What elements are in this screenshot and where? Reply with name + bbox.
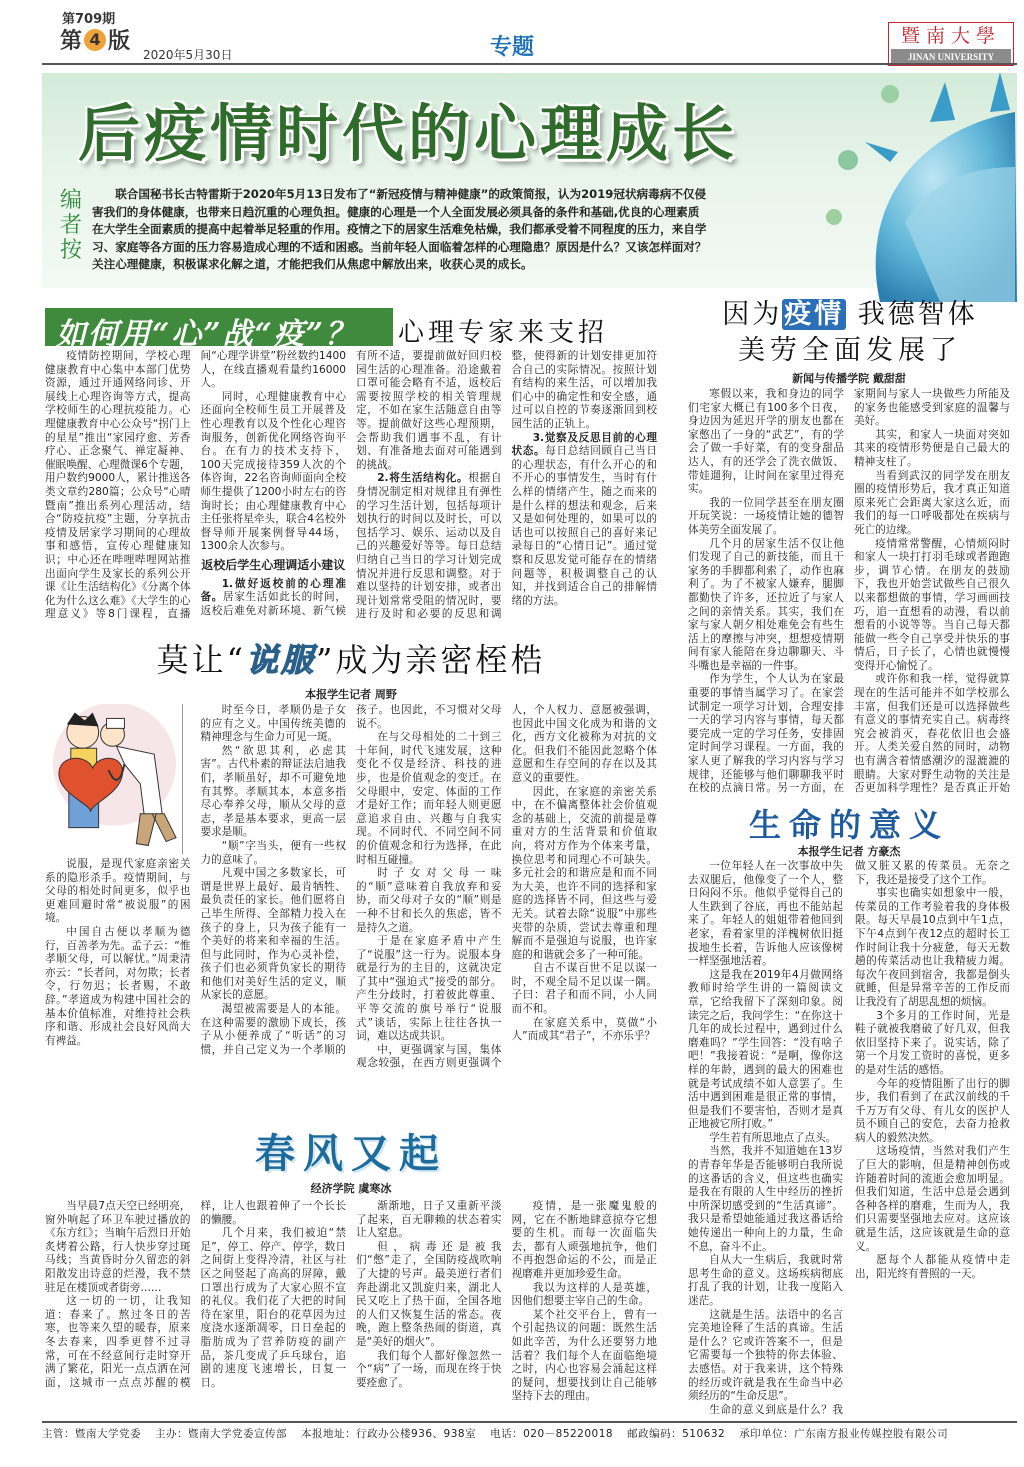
paragraph [688,1309,843,1404]
article4-headline-highlight: 疫情 [784,299,845,330]
publish-date: 2020年5月30日 [143,48,233,62]
paragraph-text: 然“欲思其利，必虑其害”。古代朴素的辩证法启迪我们，孝顺虽好，却不可避免地有其弊。孝顺其本，本意多指尽心奉养父母，顺从父母的意志，孝是基本要求，更高一层要求是顺。 [200,744,346,839]
paragraph-text: 或许你和我一样，觉得就算现在的生活可能并不如学校那么丰富，但我们还是可以选择做些有意义的事情充实自己。病毒终究会被消灭，春花依旧也会盛开。人类关爱自然的同时，动物也有满含着情感潮汐的湿漉漉的眼睛。大家对野生动物的关注是否更加科学理性？是否真正开始 [854,673,1010,795]
paragraph [688,388,844,497]
subheading [201,559,347,573]
footer-supervisor: 主管：暨南大学党委 [42,1428,141,1440]
paragraph [688,1404,843,1415]
paragraph-text: 寒假以来，我和身边的同学们宅家大概已有100多个日夜，身边因为延迟开学的朋友也都在家憋出了一身的“武艺”，有的学会了做一手好菜，有的变身甜品达人，有的还学会了洗衣做饭、带娃遛狗，让时间在家里过得充实。 [688,388,844,496]
paragraph [512,1017,658,1044]
paragraph [512,432,658,609]
footer-divider [42,1421,1017,1423]
paragraph-text: 中国自古便以孝顺为德行，百善孝为先。孟子云：“惟孝顺父母，可以解忧。”周秉清亦云：“长者问，对勿欺；长者令，行勿迟；长者赐，不敢辞。”孝道成为构建中国社会的基本价值标准，对维持社会秩序和谐、形成社会良好风尚大有裨益。 [45,925,191,1047]
paragraph [688,497,844,538]
article1-headline-highlight: 如何用“心”战“疫”？ [56,317,358,352]
paragraph [855,1010,1010,1078]
issue-number: 第709期 [62,12,116,27]
paragraph [356,1200,502,1241]
edition-suffix: 版 [108,29,131,54]
edition-label [60,24,130,55]
paragraph-text: 说服，是现代家庭亲密关系的隐形杀手。疫情期间，与父母的相处时间更多，似乎也更难回避时常“被说服”的困境。 [45,858,191,925]
article2-headline-b: ”成为亲密桎梏 [316,641,546,679]
paragraph-text: 于是在家庭矛盾中产生了“说服”这一行为。说服本身就是行为的主目的，这就决定了其中“强迫式”接受的部分。产生分歧时，打着彼此尊重、平等交流的旗号举行“说服式”谈话，实际上往往各执一词，难以达成共识。 [356,935,502,1043]
footer-phone: 电话：020－85220018 [490,1428,614,1440]
paragraph-text: 疫情，是一张魔鬼般的网，它在不断地肆意掠夺它想要的生机。而每一次面临失去，都有人顽强地抗争，他们不再抱怨命运的不公，而是正视磨难并更加珍爱生命。 [511,1200,657,1280]
paragraph [45,858,191,926]
paragraph-text: 时子女对父母一味的“顺”意味着自我放弃和妥协，而父母对子女的“顺”则是一种不甘和长久的焦虑，皆不是持久之道。 [356,867,502,934]
article3-byline: 经济学院 虞寒冰 [310,1182,392,1195]
paragraph-lead: 2.将生活结构化。 [377,472,469,485]
paragraph [201,704,347,745]
paragraph [855,1145,1010,1254]
paragraph-text: 其实，和家人一块面对突如其来的疫情形势便是自己最大的精神支柱了。 [854,428,1010,468]
paragraph-text: 这一切的一切，让我知道：春来了。熬过冬日的苦寒，也等来久望的暖春，原来冬去春来，四季更替不过寻常，可在不经意间行走时穿开满了繁花，阳光一点点洒在河面，这城市一点点苏醒的模样，让人也跟着伸了一个长长的懒腰。 [45,1200,346,1389]
editor-note-label: 编者按 [59,188,82,263]
paragraph-text: 疫情防控期间，学校心理健康教育中心集中本部门优势资源，通过开通网络问诊、开展线上心理咨询等方式，提高学校师生的心理抗疫能力。心理健康教育中心公众号“拐门上的星星”推出“家园疗愈、芳香疗心、正念聚气、禅定凝神、催眠唤醒、心理微课6个专题，用户数约9000人，累计推送各类文章约280篇；公众号“心晴暨南”推出系列心理活动，结合“防疫抗疫”主题，分享抗击疫情及居家学习期间的心理故事和感悟，宣传心理健康知识；中心还在哔哩哔哩网站推出面向学生及家长的系列公开课《让生活结构化》《分离个体化为什么这么难》《大学生的心理意义》等8门课程，直播间“心理学讲堂”粉丝数约1400人，在线直播观看量约16000人。 [45,350,346,621]
editor-note-text: 联合国秘书长古特雷斯于2020年5月13日发布了“新冠疫情与精神健康”的政策简报，认为2019冠状病毒病不仅侵害我们的身体健康，也带来日趋沉重的心理负担。健康的心理是一个人全面发展必须具备的条件和基础,优良的心理素质在大学生全面素质的提高中起着举足轻重的作用。疫情之下的居家生活难免枯燥，我们都承受着不同程度的压力，来自学习、家庭等各方面的压力容易造成心理的不适和困惑。当前年轻人面临着怎样的心理隐患？原因是什么？又该怎样面对？关注心理健康，积极谋求化解之道，才能把我们从焦虑中解放出来，收获心灵的成长。 [92,187,707,271]
edition-number-badge: 4 [84,29,106,51]
paragraph-text: 事实也确实如想象中一般，传菜员的工作考验着我的身体极限。每天早晨10点到中午1点，下午4点到午夜12点的超时长工作时间让我十分疲惫，每天无数趟的传菜活动也让我精疲力竭。每次午夜回到宿舍，我都是倒头就睡，但是异常辛苦的工作反而让我没有了胡思乱想的烦恼。 [855,887,1010,1008]
article5-headline: 生命的意义 [748,806,949,844]
paragraph-text: 3个多月的工作时间，光是鞋子就被我磨破了好几双，但我依旧坚持下来了。说实话，除了第一个月发工资时的喜悦，更多的是对生活的感悟。 [855,1009,1010,1076]
article4-body [688,388,1010,798]
paragraph-text: 学生若有所思地点了点头。 [709,1131,837,1144]
paragraph-text: 渐渐地，日子又重新平淡了起来，百无聊赖的状态着实让人窒息。 [356,1200,502,1240]
article4-headline-b: 我德智体 [846,299,978,330]
university-logo [888,22,1014,66]
logo-chinese: 暨南大學 [900,25,1001,47]
umbrella-illustration [820,72,1020,302]
paragraph-text: 我们每个人都好像忽然一个“病”了一场，而现在终于快要痊愈了。 [356,1349,502,1389]
article4-byline: 新闻与传播学院 戴甜甜 [792,372,906,385]
paragraph-text: 疫情常常警醒，心情烦闷时和家人一块打打羽毛球或者跑跑步，调节心情。在朋友的鼓励下，我也开始尝试做些自己很久以来都想做的事情，学习画画技巧，追一直想看的动漫，看以前想看的小说等等。当自己每天都能做一些令自己享受并快乐的事情后，日子长了，心情也就慢慢变得开心愉悦了。 [854,537,1010,672]
paragraph-text: 时至今日，孝顺仍是子女的应有之义。中国传统美德的精神理念与生命力可见一斑。 [200,704,346,744]
paragraph [512,1282,658,1309]
paragraph-text: 作为学生，个人认为在家最重要的事情当属学习了。在家尝试制定一项学习计划，合理安排一天的学习内容与事情，每天都要完成一定的学习任务，安排固定时间学习课程。一方面，我的家人更了解我的学习内容与学习规律，还能够与他们聊聊我平时在校的点滴日常。另一方面，在家期间与家人一块做些力所能及的家务也能感受到家庭的温馨与美好。 [688,388,1010,795]
paragraph [356,935,502,1044]
article5-body [688,860,1010,1415]
paragraph [688,1145,843,1254]
paragraph-text: 我的一位同学甚至在朋友圈开玩笑说：一场疫情让她的德智体美劳全面发展了。 [688,496,844,536]
paragraph-text: 当然，我并不知道她在13岁的青春年华是否能够明白我所说的这番话的含义，但这些也确实是我在有限的人生中经历的挫折中所深切感受到的“生活真谛”。我只是希望她能通过我这番话给她传递出一种向上的力量，生命不息，奋斗不止。 [688,1145,843,1253]
article4-headline-a: 因为 [722,299,783,330]
paragraph-text: 在与父母相处的二十到三十年间，时代飞速发展，这种变化不仅是经济、科技的进步，也是价值观念的变迁。在父母眼中，安定、体面的工作才是好工作；而年轻人则更愿意追求自由、兴趣与自我实现。不同时代、不同空间不同的价值观念和行为选择，在此时相互碰撞。 [356,731,502,866]
paragraph-lead: 3.觉察及反思目前的心理状态。 [511,431,657,458]
paragraph-text: 做又脏又累的传菜员。无奈之下，我还是接受了这个工作。 [855,860,1010,886]
article2-headline [45,635,657,681]
paragraph [201,840,347,867]
paragraph [854,538,1010,674]
paragraph [512,786,658,963]
paragraph-text: 愿每个人都能从疫情中走出，阳光终有普照的一天。 [855,1254,1010,1280]
article5-column-1 [688,860,843,1415]
paragraph-text: 自从大一生病后，我就时常思考生命的意义。这场疾病彻底打乱了我的计划，让我一度陷入迷茫。 [688,1254,843,1307]
footer-printer: 承印单位：广东南方报业传媒控股有限公司 [739,1428,949,1440]
logo-english: JINAN UNIVERSITY [891,49,1011,65]
paragraph-text: 因此，在家庭的亲密关系中，在不偏离整体社会价值观念的基础上，交流的前提是尊重对方的生活背景和价值取向，将对方作为个体来考量，换位思考和同理心不可缺失。多元社会的和谐应是和而不同为大美，也许不同的选择和家庭的选择皆不同，但这些与爱无关。试着去除“说服”中那些夹带的杂质，尝试去尊重和理解而不是强迫与说服，也许家庭的和谐就会多了一种可能。 [511,785,657,961]
paragraph-lead: 1.做好返校前的心理准备。 [200,577,346,604]
paragraph-text: 某个社交平台上，曾有一个引起热议的问题：既然生活如此辛苦，为什么还要努力地活着？我们每个人在面临绝境之时，内心也容易会涌起这样的疑问，想要找到让自己能够坚持下去的理由。 [511,1308,657,1403]
footer-postcode: 邮政编码：510632 [627,1428,726,1440]
paragraph-text: 这就是生活。法语中的名言完美地诠释了生活的真谛。生活是什么？它或许答案不一，但是它需要每一个独特的你去体验、去感悟。对于我来讲，这个特殊的经历或许就是我在生命当中必须经历的“生命反思”。 [688,1308,843,1403]
paragraph [688,538,844,674]
paragraph-text: 但，病毒还是被我们“憋”走了，全国防疫战吹响了大捷的号声。最美逆行者们奔赴湖北又凯旋归来，湖北人民又吃上了热干面，全国各地的人们又恢复生活的常态。夜晚，跑上整条热闹的街道，真是“美好的烟火”。 [356,1240,502,1348]
article2-container [45,704,657,1116]
footer [42,1426,1017,1441]
paragraph-text: 同时，心理健康教育中心还面向全校师生员工开展普及性心理教育以及个性化心理咨询服务，创新优化网络咨询平台。在有力的技术支持下，100天完成接待359人次的个体咨询，22名咨询师面向全校师生提供了1200小时左右的咨询时长；由心理健康教育中心主任张将星牵头，联合4名校外督导师开展案例督导44场，1300余人次参与。 [200,390,346,553]
article4-headline-line2: 美劳全面发展了 [738,335,962,366]
banner-title: 后疫情时代的心理成长 [78,97,739,170]
article4-headline [690,292,1010,331]
paragraph-text: 一位年轻人在一次事故中失去双腿后，他像变了一个人，整日闷闷不乐。他似乎觉得自己的人生跌到了谷底，再也不能站起来了。年轻人的姐姐带着他回到老家，看着家里的洋槐树依旧挺拔地生长着，告诉他人应该像树一样坚强地活着。 [688,860,843,968]
article1-body [45,350,657,622]
virus-icon [881,85,899,103]
paragraph [855,860,1010,887]
paragraph-text: 当早晨7点天空已经明亮，窗外响起了环卫车驶过播放的《东方红》；当晌午后烈日开始炙烤着公路，行人快步穿过斑马线；当黄昏时分久留恋的斜阳散发出诗意的烂漫，我不禁驻足在楼顶或者街旁…… [45,1200,191,1294]
paragraph [45,1200,191,1295]
doctor-heart-illustration [45,704,183,854]
paragraph [512,962,658,1016]
article1-headline: 心理专家来支招 [398,318,609,348]
paragraph-text: 返校后学生心理调适小建议 [201,557,346,572]
paragraph [201,391,347,554]
paragraph-text: “顺”字当头，便有一些权力的意味了。 [200,839,346,866]
paragraph [688,860,843,969]
article2-byline: 本报学生记者 周野 [305,688,397,701]
paragraph-text: 居家生活如此长的时间，返校后难免对新环境、新气候有所不适，要提前做好回归校园生活的心理准备。沿途戴着口罩可能会略有不适，返校后需要按照学校的相关管理规定，不如在家生活随意自由等等。提前做好这些心理预期，会帮助我们遇事不乱，有计划、有准备地去面对可能遇到的挑战。 [200,350,502,617]
paragraph-text: 渴望被需要是人的本能。在这种需要的激励下成长，孩子从小便养成了“听话”的习惯，并自己定义为一个孝顺的孩子。也因此，不习惯对父母说不。 [200,704,502,1056]
paragraph-text: 在家庭关系中，莫做“小人”而成其“君子”，不亦乐乎？ [511,1016,657,1043]
paragraph-text: 当看到武汉的同学发在朋友圈的疫情形势后，我才真正知道原来死亡会距离大家这么近，而我们的每一口呼吸都处在疾病与死亡的边缘。 [854,469,1010,536]
paragraph-text: 生命的意义到底是什么？我 [709,1403,843,1415]
paragraph [688,1132,843,1146]
paragraph [688,1254,843,1308]
article3-headline: 春风又起 [255,1130,447,1177]
paragraph-text: 这场疫情，当然对我们产生了巨大的影响，但是精神创伤或许随着时间的流逝会愈加明显。但我们知道，生活中总是会遇到各种各样的磨难，生而为人，我们只需要坚强地去应对。这应该就是生活，这应该就是生命的意义。 [855,1145,1010,1253]
paragraph [201,867,347,1003]
paragraph [356,1350,502,1391]
paragraph [201,1227,347,1390]
paragraph-text: 根据自身情况制定相对规律且有弹性的学习生活计划，包括每项计划执行的时间以及时长，可以包括学习、娱乐、运动以及自己的兴趣爱好等等。每日总结归纳自己当日的学习计划完成情况并进行反思和调整。对于难以坚持的计划安排，或者出现计划常常受阻的情况时，要进行及时和必要的反思和调整，使得新的计划安排更加符合自己的实际情况。按照计划有结构的来生活，可以增加我们心中的确定性和安全感，通过可以自控的节奏逐渐回到校园生活的正轨上。 [356,350,657,621]
paragraph [855,887,1010,1009]
paragraph [855,1254,1010,1281]
virus-icon [838,150,858,170]
paragraph [45,926,191,1048]
paragraph [854,470,1010,538]
article5-column-2 [855,860,1010,1415]
paragraph [854,429,1010,470]
article5-byline: 本报学生记者 方豪杰 [797,845,901,858]
article2-body [45,704,657,1116]
paragraph-text: 这是我在2019年4月做网络教师时给学生讲的一篇阅读文章，它给我留下了深刻印象。阅读完之后，我问学生：“在你这十几年的成长过程中，遇到过什么磨难吗？”学生回答：“没有啥子吧！”我接着说：“是啊，像你这样的年龄，遇到的最大的困难也就是考试成绩不如人意罢了。生活中遇到困难是很正常的事情，但是我们不要害怕，否则才是真正地被它所打败。” [688,968,843,1131]
section-title: 专题 [490,34,535,60]
paragraph [855,1078,1010,1146]
paragraph-text: 我以为这样的人是英雄，因他们想要主宰自己的生命。 [511,1281,657,1308]
article3-body [45,1200,657,1415]
paragraph [688,969,843,1132]
paragraph [512,1200,658,1282]
paragraph-text: 今年的疫情阻断了出行的脚步，我们看到了在武汉前线的千千万万有父母、有儿女的医护人员不顾自己的安危，去奋力抢救病人的毅然决然。 [855,1077,1010,1144]
masthead-divider [42,63,1017,65]
paragraph [512,1309,658,1404]
paragraph-text: 中，更强调家与国，集体观念较强，在西方则更强调个人，个人权力、意愿被强调，也因此中国文化成为和谐的文化，西方文化被称为对抗的文化。但我们不能因此忽略个体意愿和生存空间的存在以及其意义的重要性。 [356,704,657,1070]
footer-sponsor: 主办：暨南大学党委宣传部 [155,1428,287,1440]
footer-address: 本报地址：行政办公楼936、938室 [301,1428,477,1440]
paragraph [356,867,502,935]
paragraph-text: 几个月的居家生活不仅让他们发现了自己的新技能，而且干家务的手脚都利索了，动作也麻利了。为了不被家人嫌弃，腿脚都勤快了许多，还拉近了与家人之间的亲情关系。其实，我们在家与家人朝夕相处难免会有些生活上的摩擦与冲突，想想疫情期间有家人能陪在身边聊聊天、斗斗嘴也是幸福的一件事。 [688,537,844,672]
paragraph-text: 每日总结回顾自己当日的心理状态，有什么开心的和不开心的事情发生，当时有什么样的情绪产生，随之而来的是什么样的想法和观念，后来又是如何处理的，如果可以的话也可以按照自己的喜好来记录每日的“心情日记”。通过觉察和反思发觉可能存在的情绪问题等，积极调整自己的认知，并找到适合自己的排解情绪的方法。 [511,445,657,607]
article2-headline-highlight: 说服 [245,641,316,679]
paragraph [356,731,502,867]
paragraph [201,745,347,840]
paragraph-text: 凡观中国之多数家长，可谓是世界上最好、最肯牺牲、最负责任的家长。他们愿将自己毕生所得、全部精力投入在孩子的身上，只为孩子能有一个美好的将来和幸福的生活。但与此同时，作为心灵补偿，孩子们也必须背负家长的期待和他们对美好生活的定义，顺从家长的意愿。 [200,867,346,1002]
paragraph-text: 自古不谋百世不足以谋一时，不观全局不足以谋一隅。子曰：君子和而不同，小人同而不和。 [511,962,657,1016]
edition-prefix: 第 [60,29,83,54]
article2-headline-a: 莫让“ [156,641,246,679]
virus-icon [826,209,842,225]
paragraph-text: 几个月来，我们被迫“禁足”，停工、停产、停学，数日之间街上变得冷清，社区与社区之间竖起了高高的屏障，戴口罩出行成为了大家心照不宣的礼仪。我们花了大把的时间待在家里，阳台的花草因为过度浇水逐渐凋零，日日垒起的脂肪成为了营养防疫的副产品，茶几变成了乒乓球台，追剧的速度飞速增长，日复一日。 [200,1227,346,1389]
paragraph [356,1241,502,1350]
